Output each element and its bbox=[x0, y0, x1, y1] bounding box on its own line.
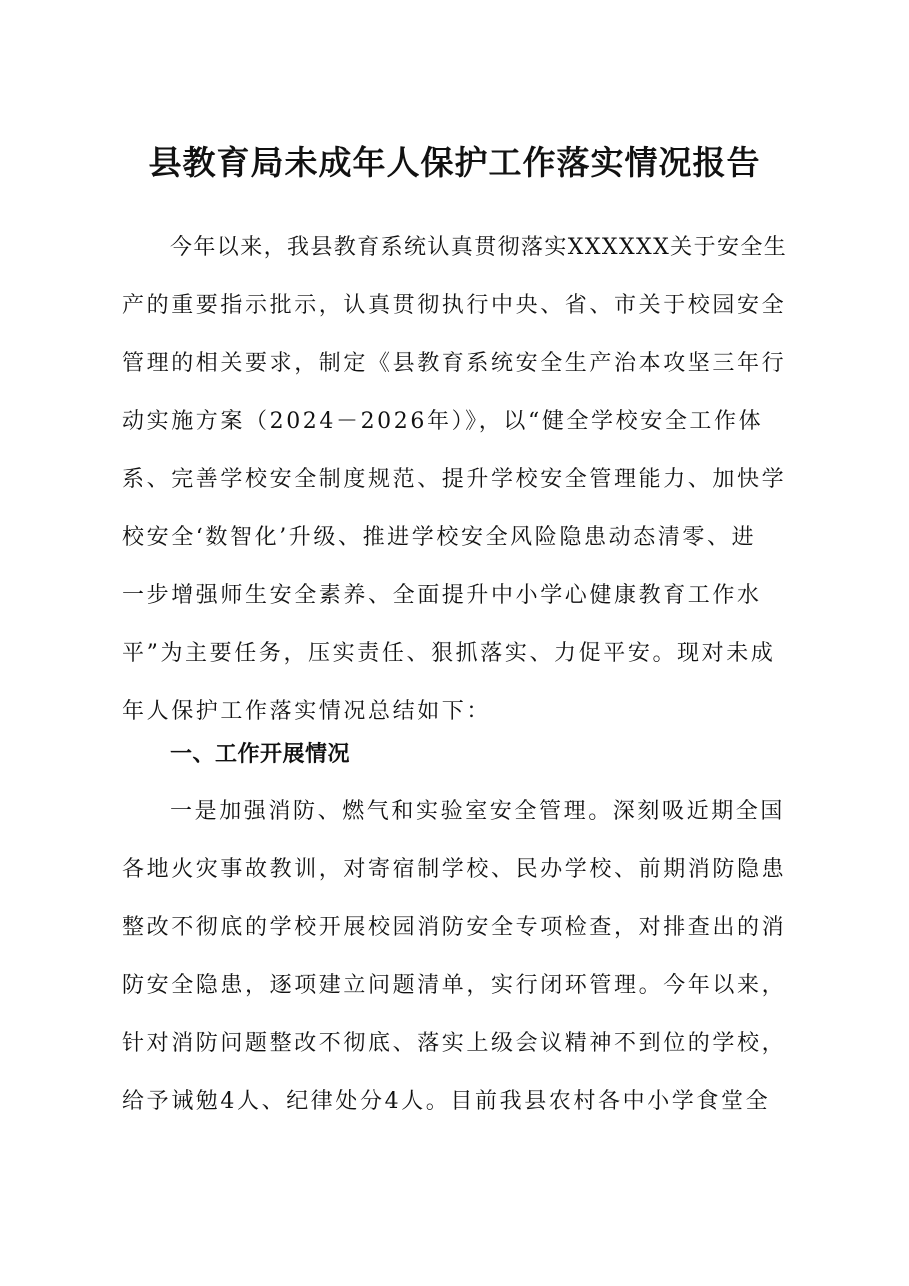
paragraph-1-line-2: 产的重要指示批示，认真贯彻执行中央、省、市关于校园安全 bbox=[122, 293, 787, 318]
paragraph-2-line-5: 针对消防问题整改不彻底、落实上级会议精神不到位的学校， bbox=[122, 1031, 787, 1056]
paragraph-2-line-4: 防安全隐患，逐项建立问题清单，实行闭环管理。今年以来， bbox=[122, 973, 787, 998]
paragraph-1-line-8: 平”为主要任务，压实责任、狠抓落实、力促平安。现对未成 bbox=[122, 641, 776, 666]
paragraph-1-line-1: 今年以来，我县教育系统认真贯彻落实XXXXXX关于安全生 bbox=[170, 235, 788, 260]
paragraph-1-line-6: 校安全‘数智化’升级、推进学校安全风险隐患动态清零、进 bbox=[122, 525, 757, 550]
paragraph-1-line-4: 动实施方案（2024－2026年）》，以“健全学校安全工作体 bbox=[122, 409, 764, 434]
document-title: 县教育局未成年人保护工作落实情况报告 bbox=[148, 143, 761, 182]
section-heading: 一、工作开展情况 bbox=[170, 742, 351, 767]
paragraph-1-line-9: 年人保护工作落实情况总结如下： bbox=[122, 699, 492, 724]
paragraph-2-line-6: 给予诫勉4人、纪律处分4人。目前我县农村各中小学食堂全 bbox=[122, 1089, 771, 1114]
paragraph-2-line-3: 整改不彻底的学校开展校园消防安全专项检查，对排查出的消 bbox=[122, 915, 787, 940]
paragraph-1-line-7: 一步增强师生安全素养、全面提升中小学心健康教育工作水 bbox=[122, 583, 762, 608]
paragraph-1-line-3: 管理的相关要求，制定《县教育系统安全生产治本攻坚三年行 bbox=[122, 351, 787, 376]
paragraph-1-line-5: 系、完善学校安全制度规范、提升学校安全管理能力、加快学 bbox=[122, 467, 787, 492]
paragraph-2-line-2: 各地火灾事故教训，对寄宿制学校、民办学校、前期消防隐患 bbox=[122, 857, 787, 882]
paragraph-2-line-1: 一是加强消防、燃气和实验室安全管理。深刻吸近期全国 bbox=[170, 799, 786, 824]
